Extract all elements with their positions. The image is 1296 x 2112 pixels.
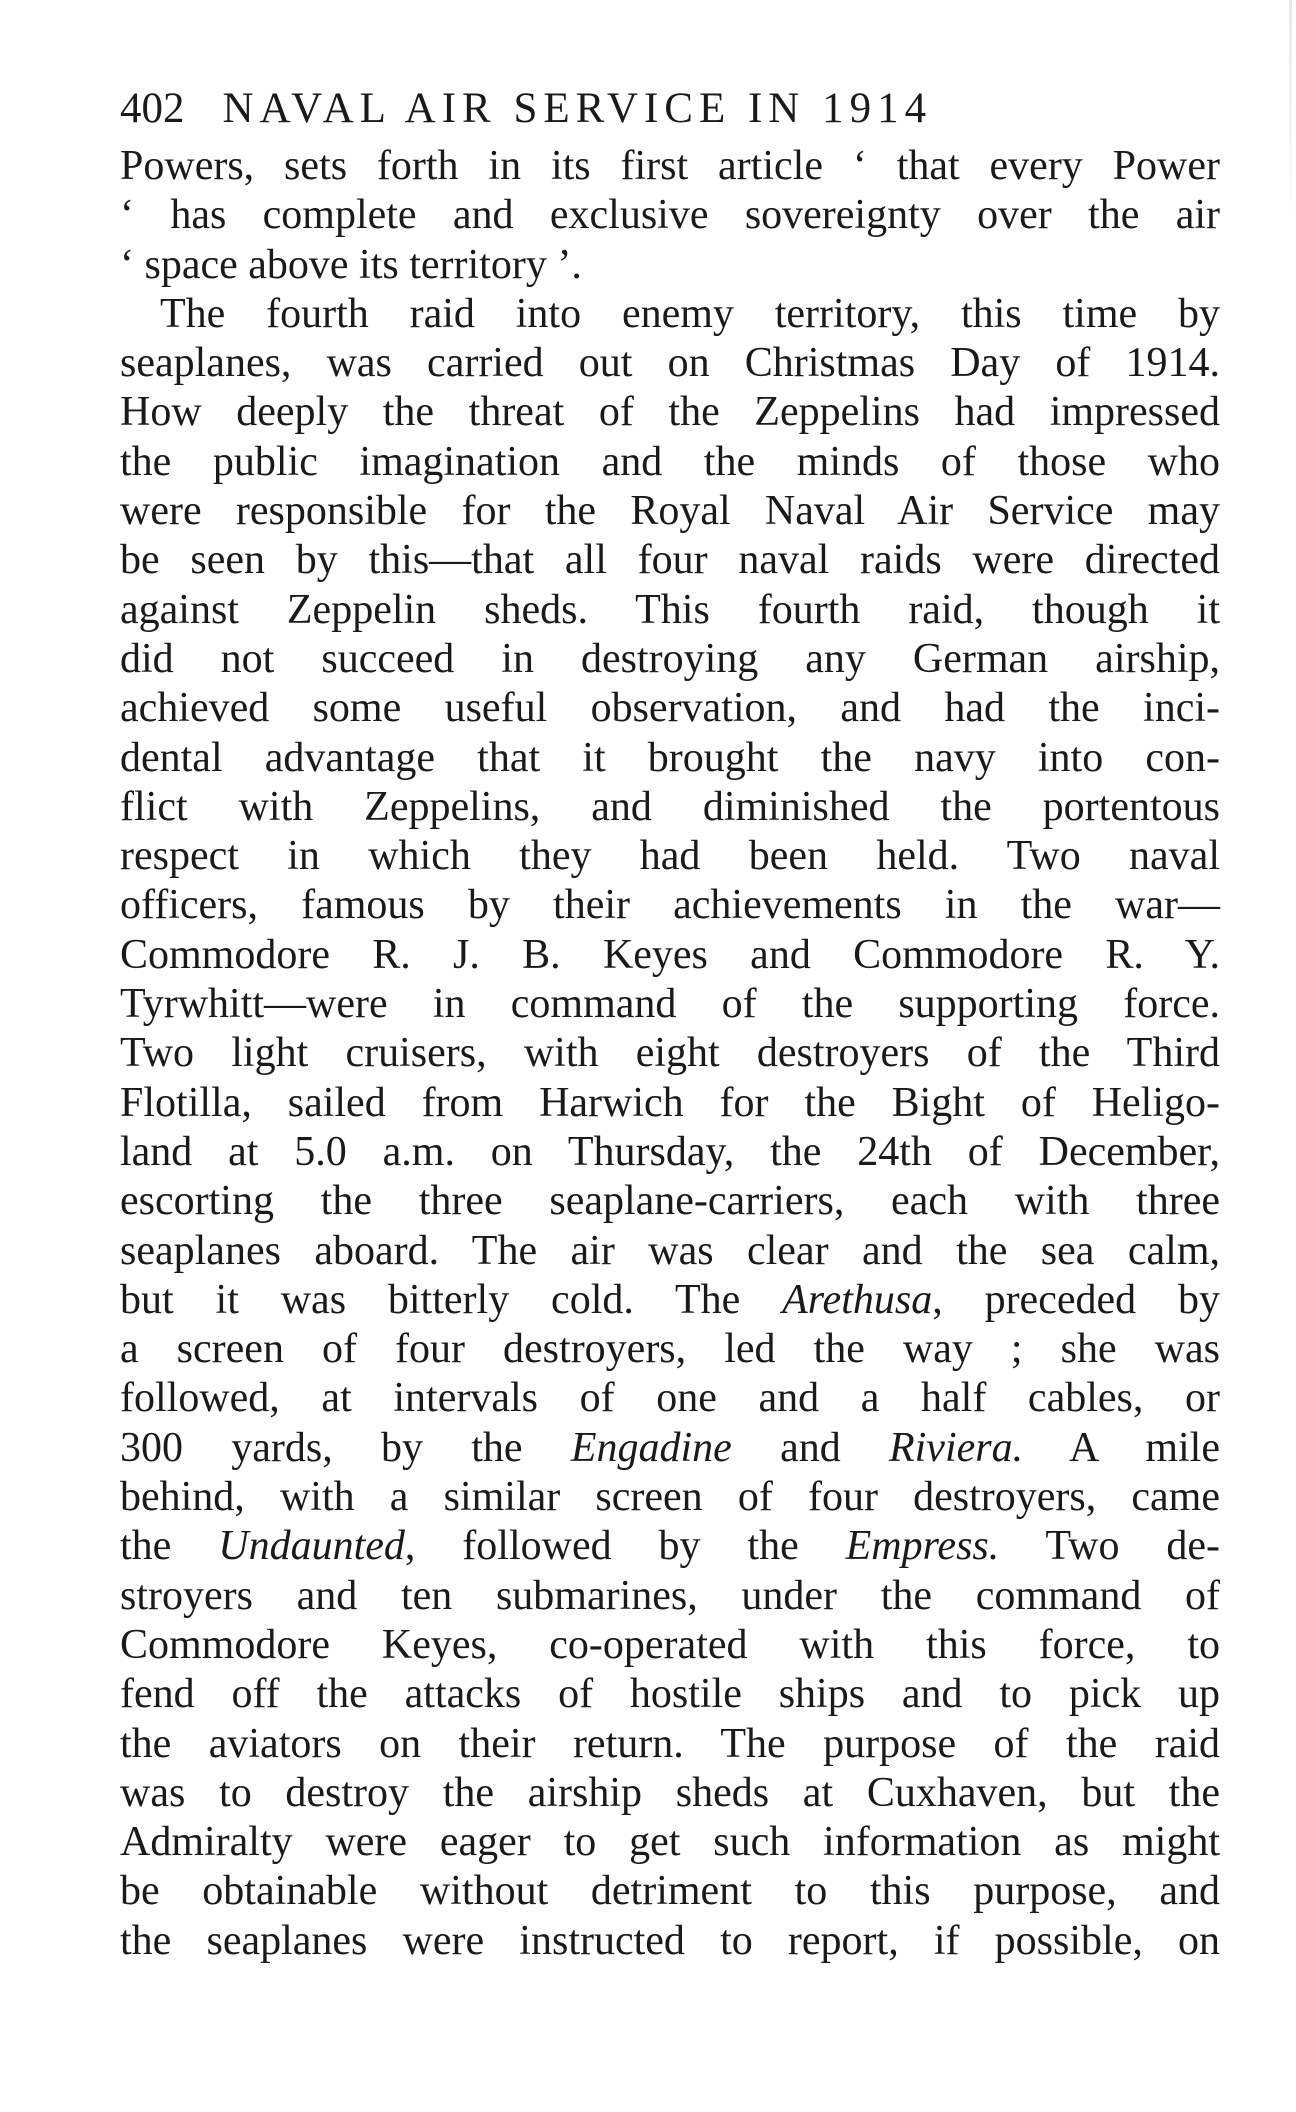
text-fragment: Two de- [999,1523,1221,1570]
text-line [120,881,1220,930]
text-line [120,832,1220,881]
text-fragment: The fourth raid into enemy territory, this time by [160,290,1220,337]
text-fragment: Flotilla, sailed from Harwich for the Bight of Heligo- [120,1079,1220,1126]
text-line [120,536,1220,585]
text-fragment: the seaplanes were instructed to report, if possible, on [120,1917,1220,1964]
text-line [120,487,1220,536]
text-line [120,1374,1220,1423]
text-line [120,931,1220,980]
page-title: NAVAL AIR SERVICE IN 1914 [222,85,933,132]
text-fragment: was to destroy the airship sheds at Cuxhaven, but the [120,1769,1220,1816]
text-line [120,438,1220,487]
text-fragment: 300 yards, by the [120,1424,571,1471]
text-line [120,1177,1220,1226]
page-number: 402 [120,85,185,132]
book-page [120,78,1220,1966]
text-line [120,586,1220,635]
ship-name: Riviera. [888,1424,1024,1471]
text-fragment: How deeply the threat of the Zeppelins had impressed [120,389,1220,436]
text-fragment: a screen of four destroyers, led the way ; she was [120,1326,1220,1373]
text-fragment: seaplanes, was carried out on Christmas Day of 1914. [120,340,1220,387]
text-line [120,1572,1220,1621]
text-fragment: Commodore R. J. B. Keyes and Commodore R. Y. [120,931,1220,978]
text-line [120,142,1220,191]
text-fragment: Commodore Keyes, co-operated with this force, to [120,1621,1220,1668]
text-fragment: A mile [1023,1424,1220,1471]
text-fragment: fend off the attacks of hostile ships and to pick up [120,1671,1220,1718]
text-fragment: but it was bitterly cold. The [120,1276,783,1323]
text-fragment: escorting the three seaplane-carriers, each with three [120,1178,1220,1225]
text-fragment: dental advantage that it brought the navy into con- [120,734,1220,781]
text-line [120,1720,1220,1769]
text-fragment: stroyers and ten submarines, under the command of [120,1572,1220,1619]
text-line [120,1325,1220,1374]
text-fragment: against Zeppelin sheds. This fourth raid, though it [120,586,1220,633]
text-fragment: officers, famous by their achievements in the war— [120,882,1220,929]
text-line [120,1473,1220,1522]
ship-name: Empress. [845,1523,1000,1570]
text-line [120,1079,1220,1128]
text-line [120,1769,1220,1818]
text-fragment: be seen by this—that all four naval raids were directed [120,537,1220,584]
text-fragment: the [120,1523,219,1570]
text-line [120,684,1220,733]
text-fragment: achieved some useful observation, and had the inci- [120,685,1220,732]
text-fragment: Two light cruisers, with eight destroyers of the Third [120,1030,1220,1077]
text-fragment: Admiralty were eager to get such information as might [120,1819,1220,1866]
text-fragment: and [731,1424,889,1471]
text-fragment: followed, at intervals of one and a half cables, or [120,1375,1220,1422]
text-line [120,241,1220,290]
text-line [120,783,1220,832]
text-line [120,1128,1220,1177]
text-fragment: Tyrwhitt—were in command of the supporting force. [120,981,1220,1028]
text-fragment: did not succeed in destroying any German airship, [120,635,1220,682]
ship-name: Arethusa [782,1276,933,1323]
text-line [120,1522,1220,1571]
text-line [120,1670,1220,1719]
text-line [120,1424,1220,1473]
text-fragment: the aviators on their return. The purpose of the raid [120,1720,1220,1767]
ship-name: Engadine [570,1424,732,1471]
text-line [120,1029,1220,1078]
text-line [120,1621,1220,1670]
text-line [120,339,1220,388]
text-fragment: Powers, sets forth in its first article ‘ that every Power [120,143,1220,189]
text-fragment: , preceded by [932,1276,1220,1323]
text-fragment: behind, with a similar screen of four destroyers, came [120,1474,1220,1521]
text-fragment: seaplanes aboard. The air was clear and the sea calm, [120,1227,1220,1274]
text-fragment: ‘ has complete and exclusive sovereignty over the air [120,192,1220,239]
text-line [120,635,1220,684]
text-line [120,1867,1220,1916]
text-fragment: ‘ space above its territory ’. [120,241,582,288]
text-line [120,1276,1220,1325]
text-fragment: , followed by the [404,1523,846,1570]
text-line [120,191,1220,240]
text-line [120,388,1220,437]
text-line [120,1917,1220,1966]
text-fragment: the public imagination and the minds of those who [120,438,1220,485]
text-line [120,734,1220,783]
text-fragment: flict with Zeppelins, and diminished the portentous [120,783,1220,830]
text-fragment: were responsible for the Royal Naval Air Service may [120,488,1220,535]
text-line [120,1818,1220,1867]
text-line [120,980,1220,1029]
text-line [120,290,1220,339]
text-fragment: be obtainable without detriment to this purpose, and [120,1868,1220,1915]
text-fragment: land at 5.0 a.m. on Thursday, the 24th of December, [120,1128,1220,1175]
ship-name: Undaunted [218,1523,405,1570]
running-head [120,78,1220,140]
body-text [120,142,1220,1966]
scan-edge-mark [1289,0,1292,220]
text-fragment: respect in which they had been held. Two naval [120,833,1220,880]
text-line [120,1227,1220,1276]
